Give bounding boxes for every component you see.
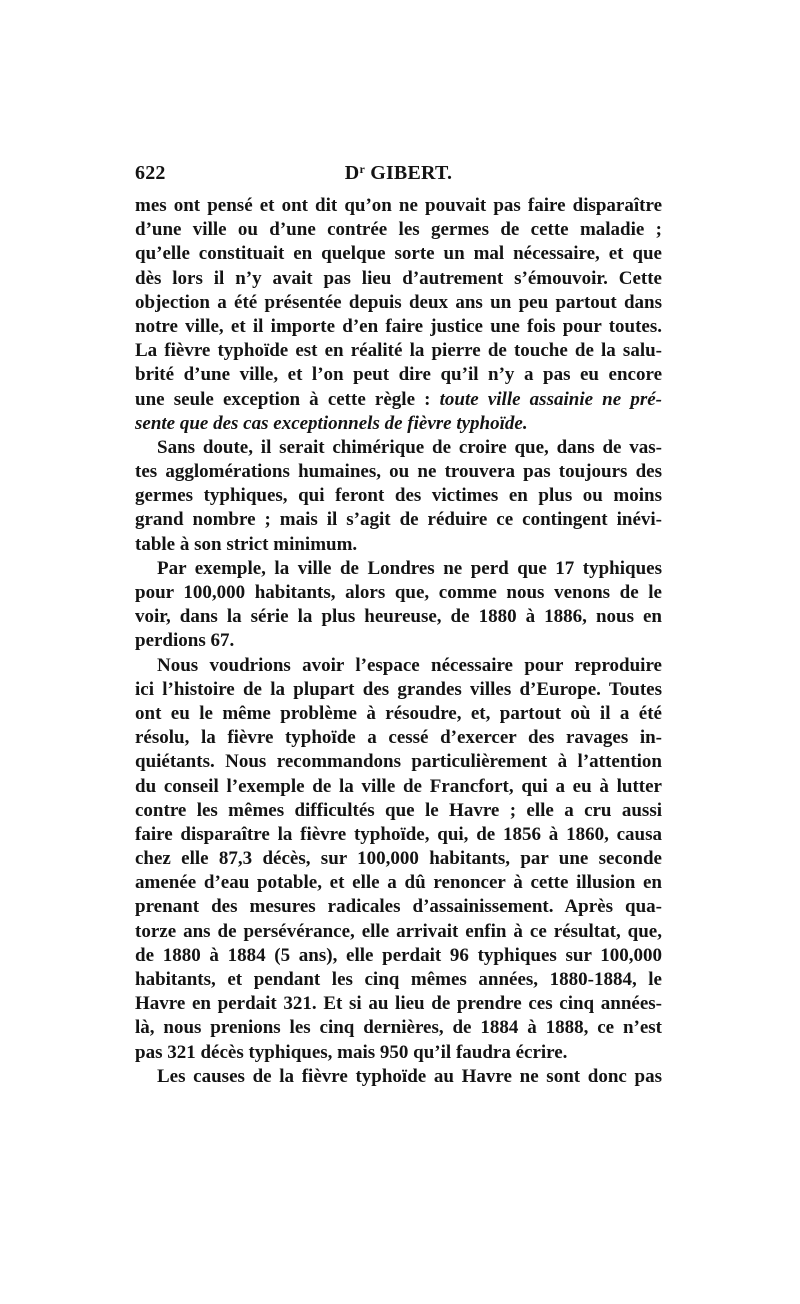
text-line: germes typhiques, qui feront des victimes en plus ou moins [135, 485, 662, 507]
text-line [135, 388, 662, 412]
text-line: dès lors il n’y avait pas lieu d’autrement s’émouvoir. Cette [135, 267, 662, 289]
body-text [135, 194, 662, 1089]
text-line: grand nombre ; mais il s’agit de réduire ce contingent inévi- [135, 509, 662, 531]
text-line: voir, dans la série la plus heureuse, de 1880 à 1886, nous en [135, 606, 662, 628]
text-line: Havre en perdait 321. Et si au lieu de prendre ces cinq années- [135, 993, 662, 1015]
text-line: prenant des mesures radicales d’assainissement. Après qua- [135, 896, 662, 918]
running-head-sup: r [359, 162, 365, 176]
text-line: du conseil l’exemple de la ville de Francfort, qui a eu à lutter [135, 775, 662, 797]
paragraph-start-line: Sans doute, il serait chimérique de croire que, dans de vas- [157, 436, 662, 458]
text-line: La fièvre typhoïde est en réalité la pierre de touche de la salu- [135, 340, 662, 362]
text-line: habitants, et pendant les cinq mêmes années, 1880-1884, le [135, 969, 662, 990]
text-line: ici l’histoire de la plupart des grandes villes d’Europe. Toutes [135, 678, 662, 700]
paragraph-start-line: Les causes de la fièvre typhoïde au Havre ne sont donc pas [157, 1065, 662, 1087]
text-line: notre ville, et il importe d’en faire justice une fois pour toutes. [135, 315, 662, 337]
text-line: faire disparaître la fièvre typhoïde, qui, de 1856 à 1860, causa [135, 823, 662, 845]
text-line: tes agglomérations humaines, ou ne trouvera pas toujours des [135, 461, 662, 483]
text-line: table à son strict minimum. [135, 533, 358, 555]
text-line: qu’elle constituait en quelque sorte un mal nécessaire, et que [135, 243, 662, 265]
italic-text-line: sente que des cas exceptionnels de fièvre typhoïde. [135, 412, 528, 434]
text-line: là, nous prenions les cinq dernières, de 1884 à 1888, ce n’est [135, 1017, 662, 1039]
running-head-prefix: D [344, 162, 360, 184]
running-head [135, 162, 662, 185]
text-line: ont eu le même problème à résoudre, et, partout où il a été [135, 702, 662, 724]
text-line: quiétants. Nous recommandons particulièrement à l’attention [135, 751, 662, 773]
text-line: résolu, la fièvre typhoïde a cessé d’exercer des ravages in- [135, 727, 662, 749]
text-line: torze ans de persévérance, elle arrivait enfin à ce résultat, que, [135, 920, 662, 942]
page-number: 622 [135, 162, 166, 184]
paragraph-start-line: Nous voudrions avoir l’espace nécessaire pour reproduire [157, 654, 662, 676]
text-line: pas 321 décès typhiques, mais 950 qu’il faudra écrire. [135, 1041, 568, 1063]
text-line: contre les mêmes difficultés que le Havre ; elle a cru aussi [135, 799, 662, 821]
page-header [135, 162, 662, 192]
text-line: objection a été présentée depuis deux ans un peu partout dans [135, 291, 662, 313]
text-line: d’une ville ou d’une contrée les germes de cette maladie ; [135, 219, 662, 241]
text-segment: une seule exception à cette règle : [135, 388, 440, 410]
text-line: perdions 67. [135, 630, 235, 652]
text-line: pour 100,000 habitants, alors que, comme nous venons de le [135, 582, 662, 603]
italic-text: toute ville assainie ne pré- [439, 388, 662, 410]
text-line: amenée d’eau potable, et elle a dû renoncer à cette illusion en [135, 872, 662, 894]
text-line: brité d’une ville, et l’on peut dire qu’il n’y a pas eu encore [135, 364, 662, 386]
running-head-name: GIBERT. [370, 162, 453, 184]
text-line: de 1880 à 1884 (5 ans), elle perdait 96 typhiques sur 100,000 [135, 944, 662, 966]
text-line: chez elle 87,3 décès, sur 100,000 habitants, par une seconde [135, 848, 662, 870]
text-line: mes ont pensé et ont dit qu’on ne pouvait pas faire disparaître [135, 195, 662, 216]
paragraph-start-line: Par exemple, la ville de Londres ne perd que 17 typhiques [157, 557, 662, 579]
